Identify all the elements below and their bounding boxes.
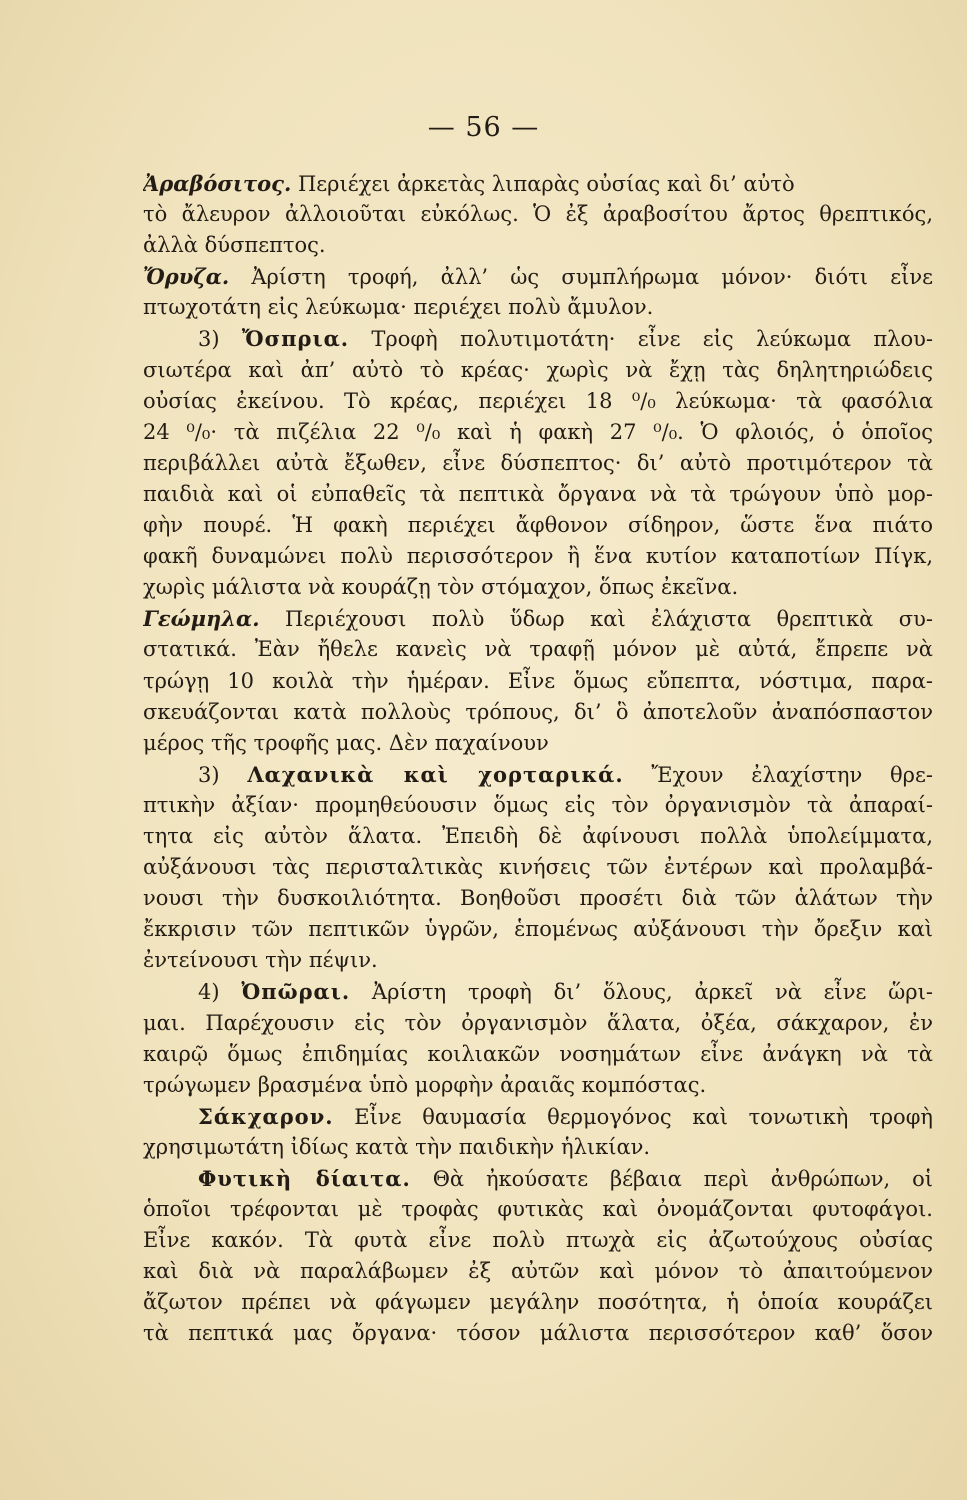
line-27: 4) Ὀπῶραι. Ἀρίστη τροφὴ δι’ ὅλους, ἀρκεῖ νὰ εἶνε ὥρι-	[198, 979, 933, 1005]
line-19: μέρος τῆς τροφῆς μας. Δὲν παχαίνουν	[143, 730, 549, 755]
line-21: πτικὴν ἀξίαν· προμηθεύουσιν ὅμως εἰς τὸν ὀργανισμὸν τὰ ἀπαραί-	[143, 792, 933, 817]
line-23: αὐξάνουσι τὰς περισταλτικὰς κινήσεις τῶν ἐντέρων καὶ προλαμβά-	[143, 855, 933, 880]
line-9: 24 ⁰/₀· τὰ πιζέλια 22 ⁰/₀ καὶ ἡ φακὴ 27 ⁰/₀. Ὁ φλοιός, ὁ ὁποῖος	[143, 419, 933, 444]
line-22: τητα εἰς αὐτὸν ἅλατα. Ἐπειδὴ δὲ ἀφίνουσι πολλὰ ὑπολείμματα,	[143, 823, 933, 848]
line-12: φὴν πουρέ. Ἡ φακὴ περιέχει ἄφθονον σίδηρον, ὥστε ἕνα πιάτο	[143, 513, 933, 538]
line-24: νουσι τὴν δυσκοιλιότητα. Βοηθοῦσι προσέτι διὰ τῶν ἁλάτων τὴν	[143, 886, 933, 911]
line-28: μαι. Παρέχουσιν εἰς τὸν ὀργανισμὸν ἅλατα, ὀξέα, σάκχαρον, ἐν	[143, 1010, 933, 1035]
line-33: Φυτικὴ δίαιτα. Θὰ ἠκούσατε βέβαια περὶ ἀνθρώπων, οἱ	[198, 1166, 933, 1191]
line-6: 3) Ὄσπρια. Τροφὴ πολυτιμοτάτη· εἶνε εἰς λεύκωμα πλου-	[198, 326, 933, 352]
line-20: 3) Λαχανικὰ καὶ χορταρικά. Ἔχουν ἐλαχίστην θρε-	[198, 761, 933, 787]
line-3: ἀλλὰ δύσπεπτος.	[143, 233, 326, 258]
line-18: σκευάζονται κατὰ πολλοὺς τρόπους, δι’ ὃ ἀποτελοῦν ἀναπόσπαστον	[143, 699, 933, 724]
line-34: ὁποῖοι τρέφονται μὲ τροφὰς φυτικὰς καὶ ὀνομάζονται φυτοφάγοι.	[143, 1197, 933, 1222]
line-35: Εἶνε κακόν. Τὰ φυτὰ εἶνε πολὺ πτωχὰ εἰς ἀζωτούχους οὐσίας	[143, 1228, 933, 1253]
line-4: Ὄρυζα. Ἀρίστη τροφή, ἀλλ’ ὡς συμπλήρωμα μόνον· διότι εἶνε	[143, 264, 933, 290]
line-14: χωρὶς μάλιστα νὰ κουράζῃ τὸν στόμαχον, ὅπως ἐκεῖνα.	[143, 575, 739, 600]
body-text	[143, 168, 933, 1350]
line-36: καὶ διὰ νὰ παραλάβωμεν ἐξ αὐτῶν καὶ μόνον τὸ ἀπαιτούμενον	[143, 1259, 933, 1284]
line-13: φακῆ δυναμώνει πολὺ περισσότερον ἢ ἕνα κυτίον καταποτίων Πίγκ,	[143, 544, 933, 569]
line-8: οὐσίας ἐκείνου. Τὸ κρέας, περιέχει 18 ⁰/₀ λεύκωμα· τὰ φασόλια	[143, 388, 933, 413]
page-number: — 56 —	[427, 112, 540, 143]
line-25: ἔκκρισιν τῶν πεπτικῶν ὑγρῶν, ἑπομένως αὐξάνουσι τὴν ὄρεξιν καὶ	[143, 917, 933, 942]
line-16: στατικά. Ἐὰν ἤθελε κανεὶς νὰ τραφῇ μόνον μὲ αὐτά, ἔπρεπε νὰ	[143, 637, 933, 662]
line-1: Ἀραβόσιτος. Περιέχει ἀρκετὰς λιπαρὰς οὐσίας καὶ δι’ αὐτὸ	[143, 171, 795, 196]
line-30: τρώγωμεν βρασμένα ὑπὸ μορφὴν ἀραιᾶς κομπόστας.	[143, 1072, 707, 1097]
line-5: πτωχοτάτη εἰς λεύκωμα· περιέχει πολὺ ἄμυλον.	[143, 295, 654, 320]
line-31: Σάκχαρον. Εἶνε θαυμασία θερμογόνος καὶ τονωτικὴ τροφὴ	[198, 1103, 933, 1129]
line-10: περιβάλλει αὐτὰ ἔξωθεν, εἶνε δύσπεπτος· δι’ αὐτὸ προτιμότερον τὰ	[143, 450, 933, 475]
line-26: ἐντείνουσι τὴν πέψιν.	[143, 948, 378, 973]
line-7: σιωτέρα καὶ ἀπ’ αὐτὸ τὸ κρέας· χωρὶς νὰ ἔχῃ τὰς δηλητηριώδεις	[143, 357, 933, 382]
line-11: παιδιὰ καὶ οἱ εὐπαθεῖς τὰ πεπτικὰ ὄργανα νὰ τὰ τρώγουν ὑπὸ μορ-	[143, 481, 933, 506]
line-2: τὸ ἄλευρον ἀλλοιοῦται εὐκόλως. Ὁ ἐξ ἀραβοσίτου ἄρτος θρεπτικός,	[143, 202, 933, 227]
line-15: Γεώμηλα. Περιέχουσι πολὺ ὕδωρ καὶ ἐλάχιστα θρεπτικὰ συ-	[143, 606, 933, 632]
line-29: καιρῷ ὅμως ἐπιδημίας κοιλιακῶν νοσημάτων εἶνε ἀνάγκη νὰ τὰ	[143, 1041, 933, 1066]
line-38: τὰ πεπτικά μας ὄργανα· τόσον μάλιστα περισσότερον καθ’ ὅσον	[143, 1321, 933, 1346]
line-17: τρώγῃ 10 κοιλὰ τὴν ἡμέραν. Εἶνε ὅμως εὔπεπτα, νόστιμα, παρα-	[143, 668, 933, 693]
line-32: χρησιμωτάτη ἰδίως κατὰ τὴν παιδικὴν ἡλικίαν.	[143, 1134, 651, 1159]
line-37: ἄζωτον πρέπει νὰ φάγωμεν μεγάλην ποσότητα, ἡ ὁποία κουράζει	[143, 1290, 933, 1315]
